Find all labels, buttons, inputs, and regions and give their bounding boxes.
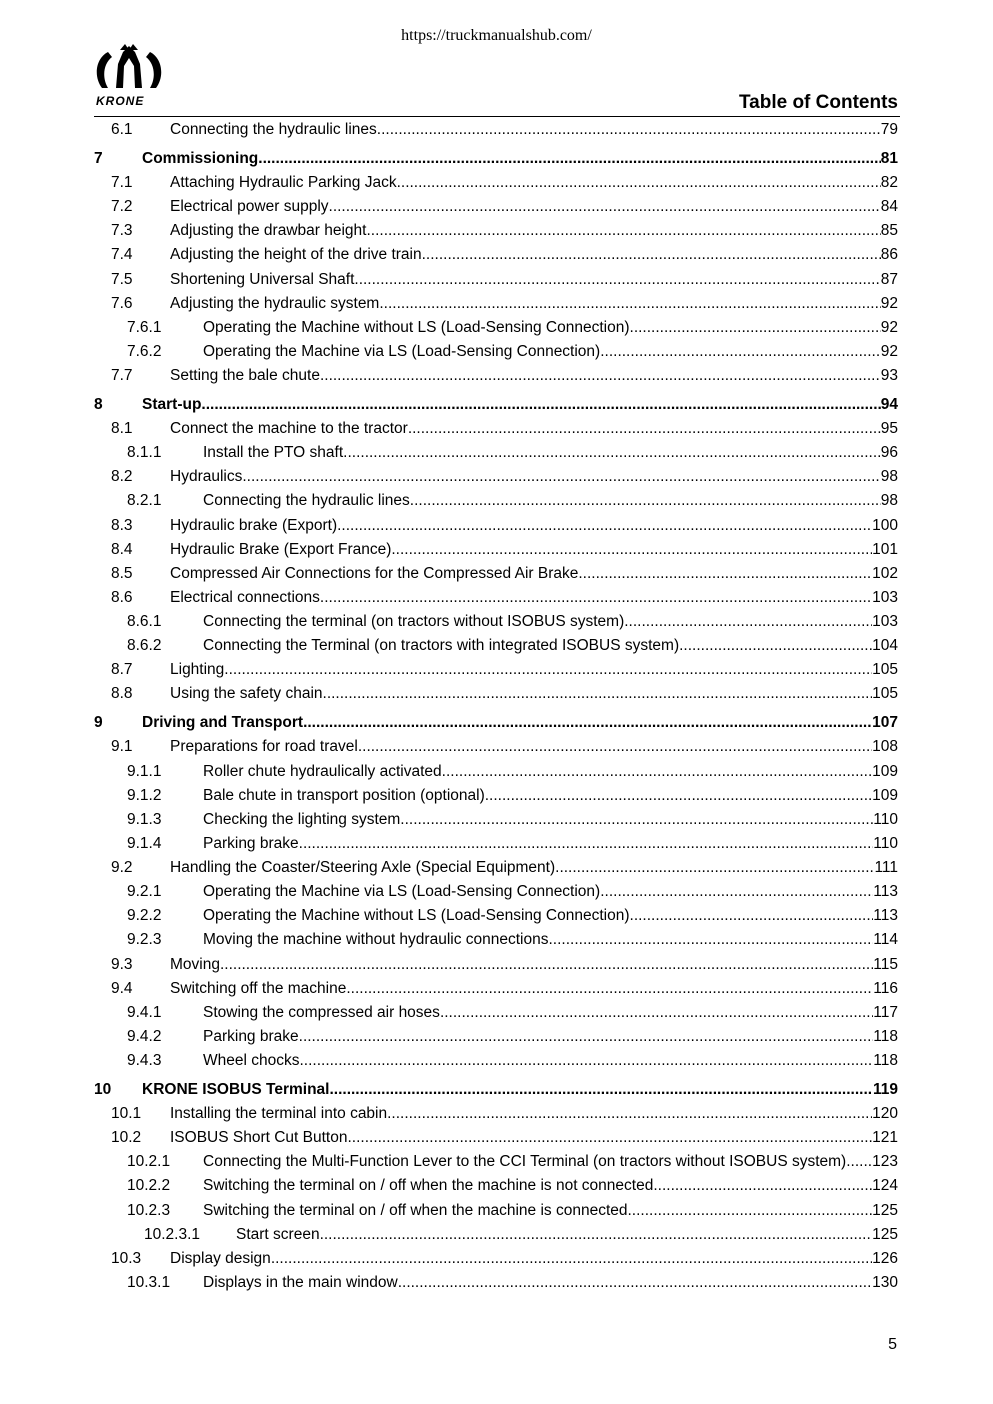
toc-entry[interactable] [94,759,898,783]
toc-dot-leader [358,738,872,756]
toc-entry[interactable] [94,832,898,856]
toc-entry-title: Operating the Machine without LS (Load-Sensing Connection) [203,907,630,925]
toc-entry[interactable] [94,1199,898,1223]
toc-entry-number: 9.2.2 [127,907,162,925]
toc-entry-page: 111 [874,859,898,877]
toc-entry-title: Installing the terminal into cabin [170,1105,388,1123]
toc-entry-page: 110 [873,810,898,828]
toc-entry-title: Hydraulic brake (Export) [170,516,338,534]
toc-dot-leader [628,1202,873,1220]
brand-wordmark: KRONE [96,94,145,108]
toc-entry-title: Install the PTO shaft [203,444,344,462]
toc-entry-page: 93 [880,367,898,385]
toc-entry-number: 8 [94,395,103,413]
toc-dot-leader [442,763,872,781]
toc-entry[interactable] [94,1126,898,1150]
toc-dot-leader [408,420,881,438]
toc-entry-number: 8.6.1 [127,613,162,631]
toc-entry[interactable] [94,1174,898,1198]
toc-entry-page: 109 [872,762,898,780]
toc-entry-page: 124 [872,1177,898,1195]
toc-dot-leader [366,222,880,240]
toc-entry-number: 10 [94,1080,112,1098]
toc-entry-number: 9.2.1 [127,883,162,901]
toc-dot-leader [320,589,872,607]
toc-entry-title: Start-up [142,395,202,413]
toc-entry-number: 7.5 [111,270,133,288]
toc-entry-title: Moving [170,955,220,973]
source-url[interactable]: https://truckmanualshub.com/ [401,27,592,44]
toc-entry[interactable] [94,784,898,808]
toc-entry-number: 8.6 [111,588,133,606]
toc-dot-leader [271,1250,872,1268]
toc-entry-number: 8.3 [111,516,133,534]
toc-entry-page: 92 [880,342,898,360]
toc-entry-title: Parking brake [203,834,299,852]
toc-entry-number: 10.3 [111,1249,142,1267]
toc-entry-title: Preparations for road travel [170,738,358,756]
toc-entry[interactable] [94,489,898,513]
toc-entry-title: Electrical power supply [170,198,329,216]
toc-dot-leader [201,396,880,414]
toc-entry-title: Moving the machine without hydraulic connections [203,931,549,949]
toc-entry-page: 108 [872,738,898,756]
toc-entry-page: 92 [880,294,898,312]
toc-dot-leader [220,956,873,974]
toc-entry-page: 114 [873,931,898,949]
toc-entry-page: 104 [872,637,898,655]
toc-entry[interactable] [94,928,898,952]
toc-dot-leader [485,787,872,805]
toc-entry-number: 8.1 [111,419,133,437]
toc-entry-number: 8.8 [111,685,133,703]
toc-entry[interactable] [94,441,898,465]
toc-entry-title: Using the safety chain [170,685,323,703]
toc-entry-page: 109 [872,786,898,804]
toc-entry-title: Connecting the hydraulic lines [170,121,377,139]
toc-entry-title: KRONE ISOBUS Terminal [142,1080,330,1098]
toc-entry-title: Operating the Machine via LS (Load-Sensing Connection) [203,883,601,901]
toc-entry-number: 7.4 [111,246,133,264]
toc-entry-page: 115 [873,955,898,973]
toc-dot-leader [653,1177,872,1195]
toc-entry-number: 8.1.1 [127,444,162,462]
toc-entry-page: 121 [872,1129,898,1147]
toc-dot-leader [299,1052,873,1070]
toc-entry-title: Display design [170,1249,271,1267]
toc-dot-leader [320,1226,873,1244]
toc-entry-page: 100 [872,516,898,534]
toc-entry-title: Compressed Air Connections for the Compressed Air Brake [170,564,579,582]
toc-entry-title: Adjusting the height of the drive train [170,246,422,264]
toc-dot-leader [630,319,881,337]
toc-entry-title: Start screen [236,1225,320,1243]
toc-entry[interactable] [94,1001,898,1025]
toc-entry-title: Commissioning [142,149,259,167]
krone-logo [94,44,164,112]
toc-entry-title: Displays in the main window [203,1274,398,1292]
toc-dot-leader [600,343,881,361]
toc-entry[interactable] [94,808,898,832]
toc-entry[interactable] [94,1025,898,1049]
toc-entry-page: 125 [872,1225,898,1243]
toc-dot-leader [299,835,874,853]
toc-entry[interactable] [94,219,898,243]
toc-entry-number: 7.7 [111,367,133,385]
toc-entry-number: 6.1 [111,121,133,139]
toc-entry-page: 105 [872,661,898,679]
toc-entry-page: 113 [873,907,898,925]
toc-entry-title: Connect the machine to the tractor [170,419,408,437]
toc-entry-title: Adjusting the hydraulic system [170,294,380,312]
toc-dot-leader [440,1004,873,1022]
toc-entry[interactable] [94,953,898,977]
toc-entry-title: Hydraulics [170,468,243,486]
toc-entry-title: Parking brake [203,1028,299,1046]
toc-entry-title: Attaching Hydraulic Parking Jack [170,173,397,191]
toc-dot-leader [398,1274,872,1292]
toc-entry-page: 87 [880,270,898,288]
toc-dot-leader [303,714,872,732]
toc-entry-title: Switching the terminal on / off when the machine is connected [203,1201,628,1219]
toc-dot-leader [343,444,881,462]
toc-entry[interactable] [94,1271,898,1295]
toc-entry-number: 10.2.1 [127,1153,171,1171]
toc-entry-page: 110 [873,834,898,852]
toc-entry-number: 9.1.4 [127,834,162,852]
toc-entry-page: 86 [880,246,898,264]
toc-entry[interactable] [94,658,898,682]
toc-entry[interactable] [94,1223,898,1247]
toc-dot-leader [329,1081,873,1099]
toc-dot-leader [354,271,880,289]
toc-entry-number: 10.2.2 [127,1177,171,1195]
header-title: Table of Contents [738,92,898,113]
toc-dot-leader [578,565,872,583]
toc-entry[interactable] [94,856,898,880]
toc-entry-number: 10.2 [111,1129,142,1147]
toc-entry-number: 10.2.3.1 [144,1225,201,1243]
toc-entry[interactable] [94,880,898,904]
toc-dot-leader [400,811,873,829]
toc-entry-title: Driving and Transport [142,714,304,732]
toc-entry-title: Switching off the machine [170,979,347,997]
toc-entry-page: 105 [872,685,898,703]
toc-entry-title: Connecting the Terminal (on tractors with integrated ISOBUS system) [203,637,680,655]
toc-entry-page: 84 [880,198,898,216]
toc-entry-page: 123 [872,1153,898,1171]
toc-entry-number: 9.1 [111,738,133,756]
toc-entry-title: Bale chute in transport position (optional) [203,786,485,804]
toc-entry-page: 92 [880,318,898,336]
toc-dot-leader [387,1105,872,1123]
toc-entry-page: 82 [880,173,898,191]
toc-entry-page: 101 [872,540,898,558]
toc-entry-page: 81 [880,149,898,167]
toc-entry-number: 10.2.3 [127,1201,171,1219]
toc-dot-leader [320,367,881,385]
page-number: 5 [888,1336,897,1353]
toc-entry[interactable] [94,711,898,735]
toc-entry[interactable] [94,243,898,267]
table-of-contents [94,118,898,1295]
toc-entry-number: 9.1.1 [127,762,162,780]
toc-entry[interactable] [94,513,898,537]
toc-entry-title: Operating the Machine without LS (Load-Sensing Connection) [203,318,630,336]
toc-dot-leader [299,1028,874,1046]
toc-dot-leader [379,295,880,313]
toc-entry[interactable] [94,393,898,417]
toc-entry[interactable] [94,292,898,316]
toc-entry-number: 7 [94,149,103,167]
toc-dot-leader [347,1129,872,1147]
toc-entry-page: 118 [873,1028,898,1046]
toc-entry-title: Connecting the Multi-Function Lever to the CCI Terminal (on tractors without ISOBUS system) [203,1153,847,1171]
toc-entry-number: 9.4.3 [127,1052,162,1070]
toc-dot-leader [329,198,881,216]
toc-entry-number: 8.2 [111,468,133,486]
toc-entry-title: Setting the bale chute [170,367,320,385]
toc-entry[interactable] [94,195,898,219]
toc-entry[interactable] [94,1078,898,1102]
toc-entry-page: 130 [872,1274,898,1292]
toc-entry-number: 9.2.3 [127,931,162,949]
toc-dot-leader [630,907,874,925]
toc-entry-number: 8.5 [111,564,133,582]
toc-entry-page: 118 [873,1052,898,1070]
toc-dot-leader [346,980,873,998]
toc-dot-leader [337,517,872,535]
toc-entry[interactable] [94,1049,898,1073]
toc-entry-number: 8.2.1 [127,492,162,510]
toc-entry[interactable] [94,610,898,634]
toc-dot-leader [555,859,874,877]
toc-entry[interactable] [94,364,898,388]
toc-entry-number: 8.7 [111,661,133,679]
toc-entry-title: Handling the Coaster/Steering Axle (Special Equipment) [170,859,556,877]
toc-entry-number: 7.1 [111,173,133,191]
toc-entry-number: 9.1.2 [127,786,162,804]
toc-entry-page: 113 [873,883,898,901]
toc-entry-page: 126 [872,1249,898,1267]
toc-entry-title: Hydraulic Brake (Export France) [170,540,392,558]
toc-entry-title: Shortening Universal Shaft [170,270,355,288]
toc-entry-page: 94 [880,395,898,413]
toc-dot-leader [410,492,881,510]
toc-entry-page: 79 [880,121,898,139]
toc-entry[interactable] [94,562,898,586]
toc-entry[interactable] [94,417,898,441]
toc-entry-title: Checking the lighting system [203,810,401,828]
toc-entry-title: Operating the Machine via LS (Load-Sensing Connection) [203,342,601,360]
toc-dot-leader [323,685,873,703]
toc-entry-title: Electrical connections [170,588,320,606]
toc-entry-page: 120 [872,1105,898,1123]
toc-entry-title: Switching the terminal on / off when the machine is not connected [203,1177,654,1195]
toc-dot-leader [549,931,874,949]
toc-dot-leader [679,637,872,655]
header-rule [94,116,900,117]
toc-dot-leader [224,661,872,679]
toc-entry-title: Adjusting the drawbar height [170,222,367,240]
toc-entry-title: Connecting the terminal (on tractors without ISOBUS system) [203,613,625,631]
toc-entry[interactable] [94,147,898,171]
toc-entry-number: 7.2 [111,198,133,216]
toc-dot-leader [242,468,880,486]
toc-entry[interactable] [94,1150,898,1174]
toc-entry-title: ISOBUS Short Cut Button [170,1129,348,1147]
toc-entry-number: 9.4.1 [127,1003,162,1021]
toc-entry-page: 103 [872,613,898,631]
toc-entry[interactable] [94,1247,898,1271]
toc-entry[interactable] [94,538,898,562]
toc-entry[interactable] [94,682,898,706]
toc-dot-leader [377,121,881,139]
toc-entry-number: 8.4 [111,540,133,558]
toc-dot-leader [846,1153,872,1171]
toc-entry[interactable] [94,977,898,1001]
toc-entry-page: 96 [880,444,898,462]
toc-entry-page: 85 [880,222,898,240]
toc-entry[interactable] [94,634,898,658]
toc-entry-number: 7.6.2 [127,342,162,360]
toc-entry-page: 102 [872,564,898,582]
toc-entry-number: 9.1.3 [127,810,162,828]
toc-dot-leader [397,174,881,192]
toc-entry-title: Lighting [170,661,225,679]
toc-entry[interactable] [94,586,898,610]
toc-entry-page: 103 [872,588,898,606]
toc-entry-number: 10.1 [111,1105,142,1123]
toc-dot-leader [422,246,881,264]
toc-entry-number: 9.2 [111,859,133,877]
toc-dot-leader [258,150,880,168]
toc-entry-number: 7.3 [111,222,133,240]
toc-entry-page: 95 [880,419,898,437]
toc-entry[interactable] [94,904,898,928]
toc-entry-page: 107 [872,714,898,732]
toc-entry[interactable] [94,1102,898,1126]
toc-entry-number: 7.6 [111,294,133,312]
toc-entry[interactable] [94,340,898,364]
toc-entry-number: 9.4.2 [127,1028,162,1046]
toc-entry-number: 9.3 [111,955,133,973]
toc-entry[interactable] [94,465,898,489]
toc-entry-number: 7.6.1 [127,318,162,336]
toc-entry-page: 117 [873,1003,898,1021]
toc-entry-number: 9 [94,714,103,732]
toc-entry[interactable] [94,118,898,142]
toc-dot-leader [600,883,873,901]
toc-entry-page: 98 [880,492,898,510]
toc-entry[interactable] [94,735,898,759]
toc-entry[interactable] [94,267,898,291]
toc-entry[interactable] [94,171,898,195]
toc-entry[interactable] [94,316,898,340]
toc-entry-title: Stowing the compressed air hoses [203,1003,440,1021]
toc-entry-number: 10.3.1 [127,1274,171,1292]
toc-entry-page: 98 [880,468,898,486]
toc-entry-page: 125 [872,1201,898,1219]
toc-entry-number: 8.6.2 [127,637,162,655]
toc-dot-leader [391,541,872,559]
toc-entry-title: Wheel chocks [203,1052,300,1070]
toc-entry-title: Connecting the hydraulic lines [203,492,410,510]
toc-entry-page: 116 [873,979,898,997]
toc-dot-leader [624,613,872,631]
toc-entry-number: 9.4 [111,979,133,997]
toc-entry-page: 119 [872,1080,898,1098]
toc-entry-title: Roller chute hydraulically activated [203,762,442,780]
